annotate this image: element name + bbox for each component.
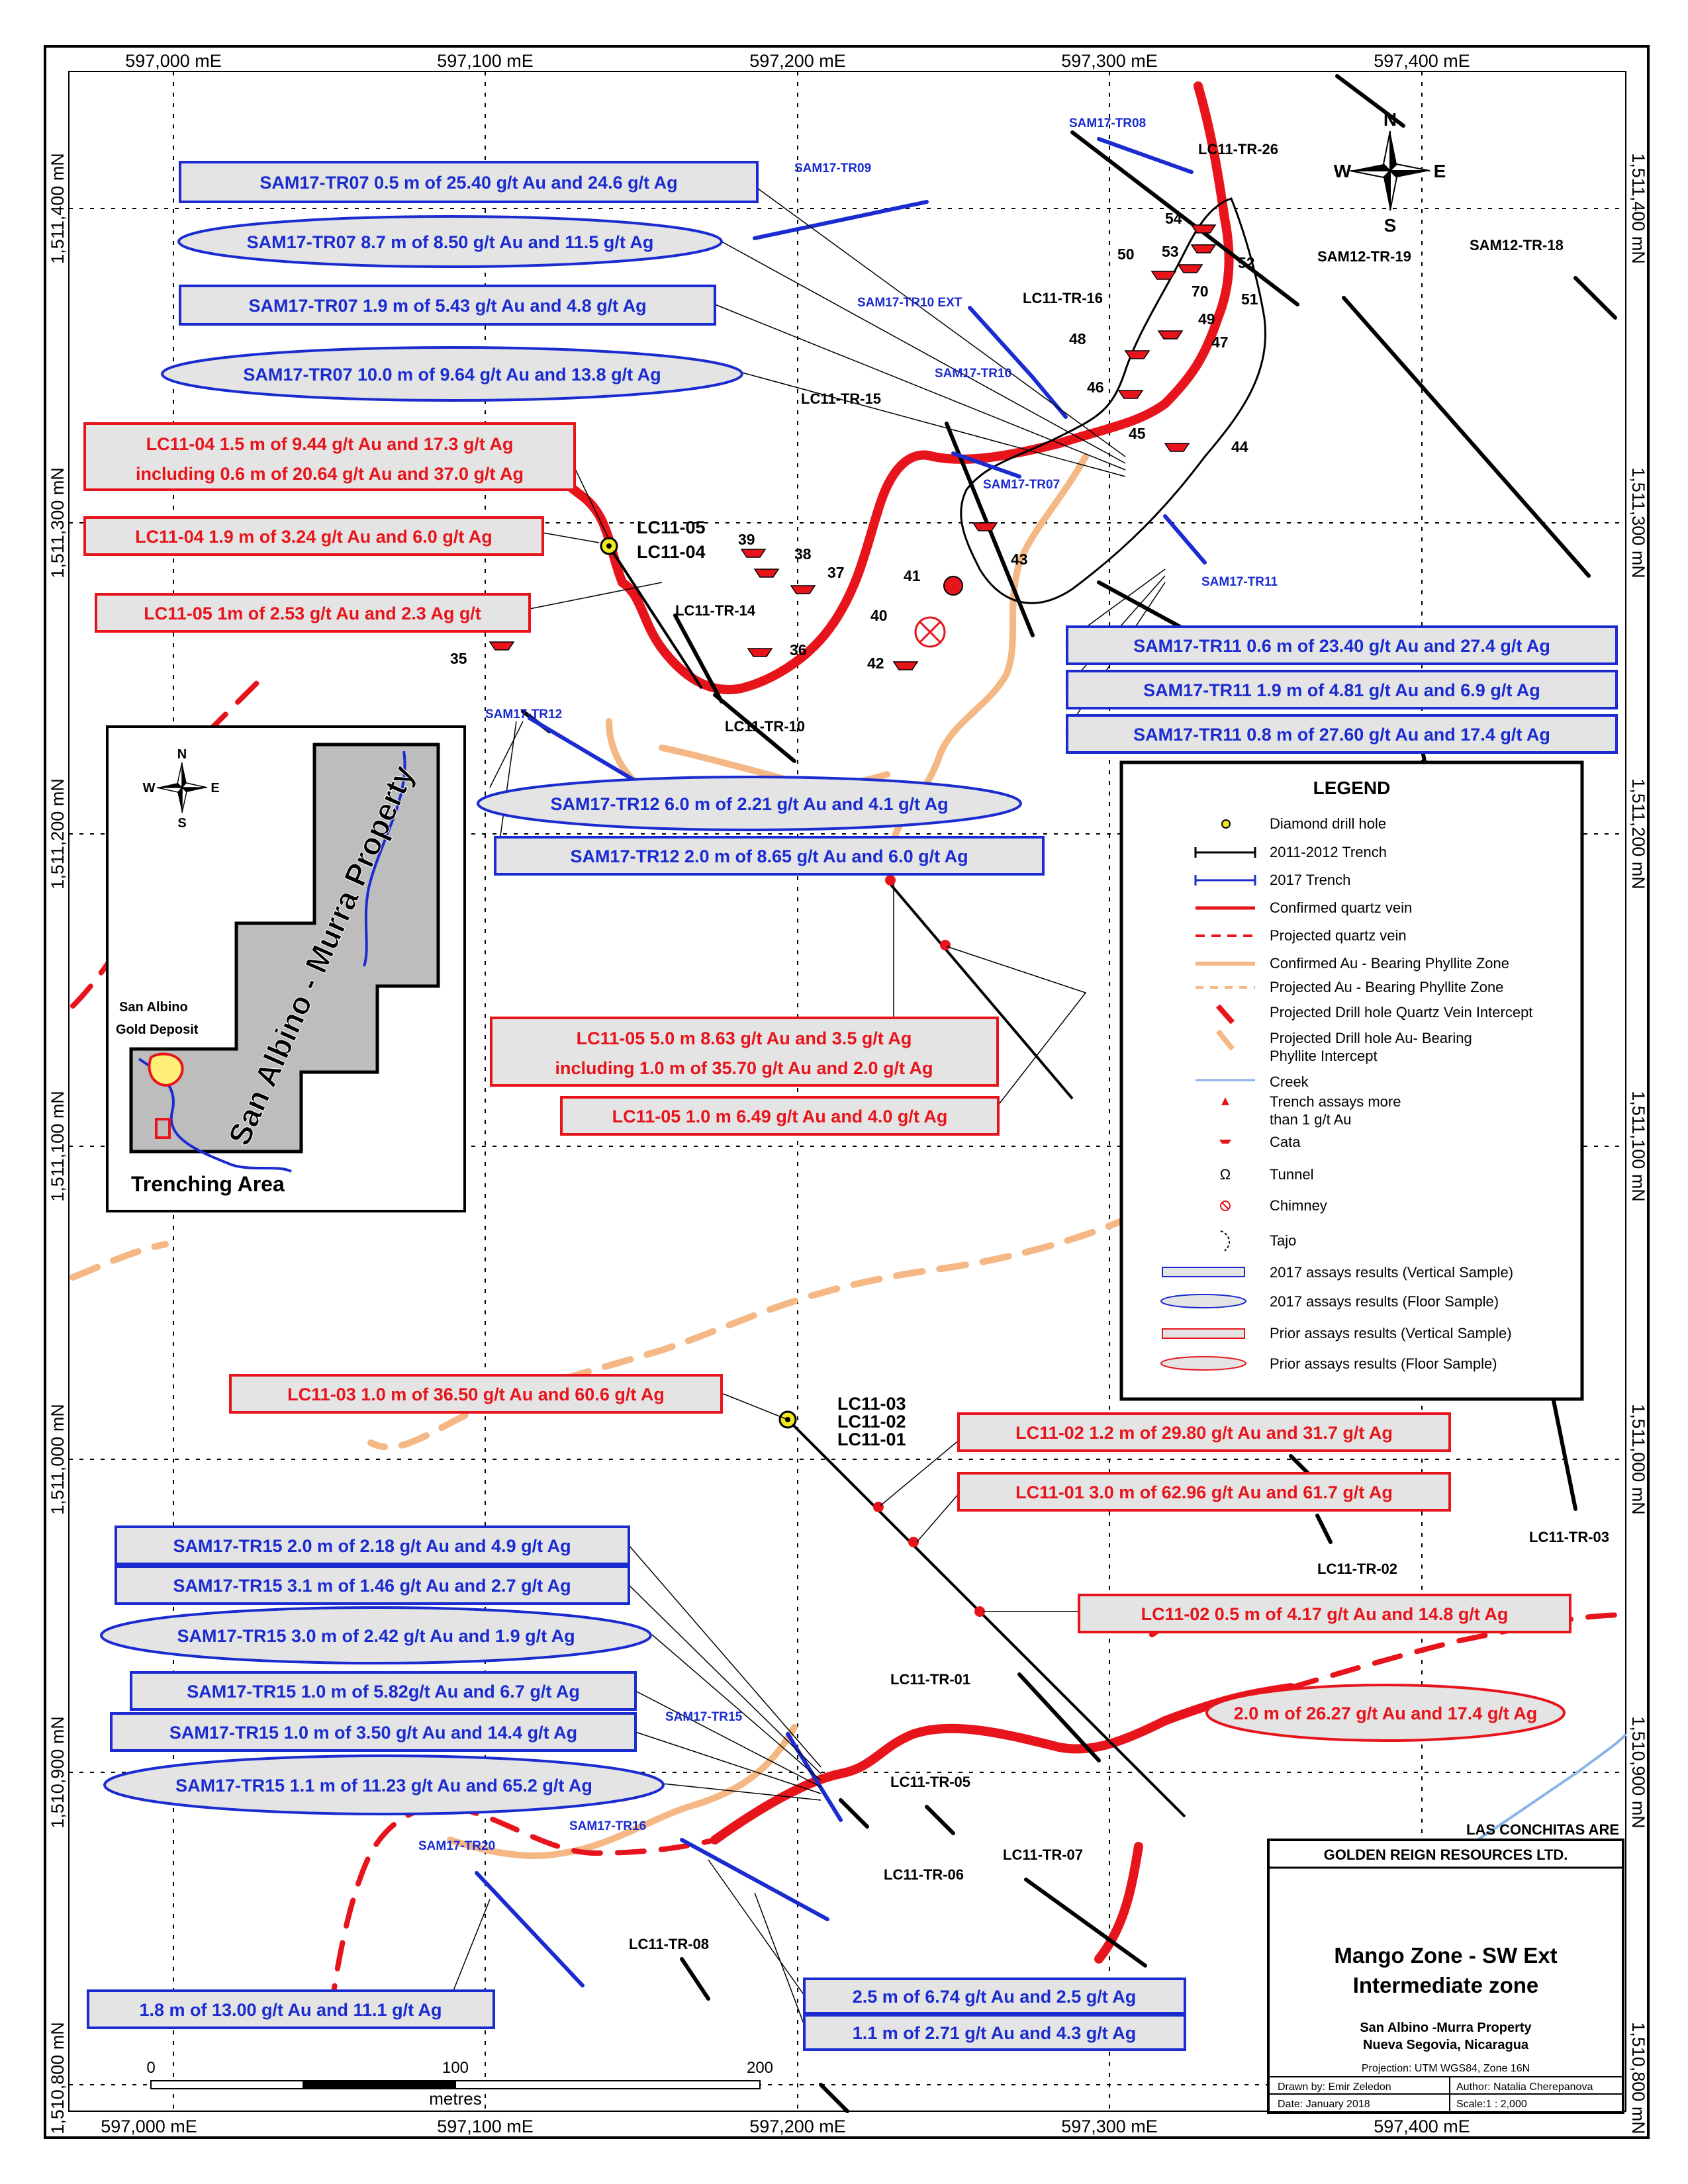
drill-hole-label: LC11-04 (637, 542, 706, 562)
svg-text:2.0 m of 26.27 g/t Au and 17.4: 2.0 m of 26.27 g/t Au and 17.4 g/t Ag (1233, 1704, 1538, 1723)
cata-label: 52 (1238, 254, 1255, 271)
easting-label: 597,400 mE (1374, 2116, 1470, 2136)
map-date: Date: January 2018 (1278, 2099, 1370, 2110)
svg-text:SAM17-TR15 1.1 m of 11.23 g/t: SAM17-TR15 1.1 m of 11.23 g/t Au and 65.2 g/t Ag (175, 1776, 592, 1796)
svg-text:S: S (177, 816, 187, 831)
assay-label (495, 837, 1043, 874)
svg-text:1.8 m of 13.00 g/t Au and 11.1: 1.8 m of 13.00 g/t Au and 11.1 g/t Ag (139, 2000, 442, 2020)
assay-label (804, 2015, 1185, 2050)
scale-tick: 0 (146, 2059, 156, 2077)
svg-text:SAM17-TR15 1.0 m of 5.82g/t Au: SAM17-TR15 1.0 m of 5.82g/t Au and 6.7 g/t Ag (187, 1682, 580, 1702)
svg-text:SAM17-TR12 2.0 m of 8.65 g/t A: SAM17-TR12 2.0 m of 8.65 g/t Au and 6.0 g/t Ag (570, 846, 968, 866)
easting-label: 597,100 mE (437, 2116, 534, 2136)
svg-text:SAM17-TR15 3.0 m of 2.42 g/t A: SAM17-TR15 3.0 m of 2.42 g/t Au and 1.9 g/t Ag (177, 1626, 575, 1646)
trench-label: LC11-TR-02 (1317, 1561, 1398, 1577)
assay-label (561, 1097, 998, 1134)
northing-label: 1,511,000 mN (1628, 1404, 1648, 1515)
assay-label (180, 162, 757, 202)
map-scale: Scale:1 : 2,000 (1456, 2099, 1527, 2110)
svg-text:W: W (142, 781, 156, 796)
label-ellipse-icon (1161, 1357, 1246, 1370)
northing-label: 1,511,200 mN (48, 778, 68, 889)
assay-label (1067, 627, 1617, 664)
svg-text:LC11-04 1.9 m of 3.24 g/t Au a: LC11-04 1.9 m of 3.24 g/t Au and 6.0 g/t Ag (135, 527, 492, 547)
legend-item: Creek (1270, 1073, 1309, 1090)
trench-label: SAM17-TR20 (418, 1839, 496, 1853)
cata-label: 49 (1198, 310, 1215, 328)
assay-label (116, 1527, 629, 1564)
scale-unit: metres (429, 2089, 482, 2109)
legend-item: 2011-2012 Trench (1270, 844, 1387, 860)
assay-label (1067, 715, 1617, 752)
cata-label: 70 (1192, 283, 1209, 300)
legend-item: Tunnel (1270, 1166, 1314, 1183)
assay-label (85, 424, 575, 490)
legend (1121, 762, 1582, 1399)
trench-label: SAM17-TR08 (1069, 116, 1147, 130)
svg-text:E: E (211, 781, 220, 796)
legend-item: 2017 assays results (Vertical Sample) (1270, 1264, 1514, 1281)
assay-label (85, 518, 543, 555)
assay-label (230, 1375, 722, 1412)
cata-label: 51 (1241, 291, 1258, 308)
svg-text:LC11-04 1.5 m of 9.44 g/t Au a: LC11-04 1.5 m of 9.44 g/t Au and 17.3 g/t Ag (146, 434, 514, 454)
cata-label: 46 (1087, 379, 1104, 396)
svg-text:LC11-05 1.0 m 6.49 g/t Au and: LC11-05 1.0 m 6.49 g/t Au and 4.0 g/t Ag (612, 1107, 948, 1126)
trench-label: LC11-TR-05 (890, 1774, 971, 1790)
trench-label: SAM17-TR07 (983, 478, 1060, 492)
svg-text:SAM17-TR07 10.0 m of 9.64 g/t: SAM17-TR07 10.0 m of 9.64 g/t Au and 13.8 g/t Ag (243, 365, 661, 385)
assay-label (959, 1473, 1450, 1510)
svg-text:SAM17-TR11 0.6 m of 23.40 g/t: SAM17-TR11 0.6 m of 23.40 g/t Au and 27.4 g/t Ag (1133, 636, 1550, 656)
northing-label: 1,510,900 mN (48, 1716, 68, 1829)
trench-label: SAM17-TR11 (1201, 575, 1278, 589)
trench-label: LC11-TR-16 (1023, 290, 1103, 306)
northing-label: 1,510,800 mN (48, 2022, 68, 2134)
assay-label (131, 1672, 635, 1709)
svg-text:SAM17-TR07 8.7 m of 8.50 g/t: SAM17-TR07 8.7 m of 8.50 g/t Au and 11.5 g/t Ag (246, 232, 654, 252)
svg-text:SAM17-TR07 0.5 m of 25.40 g/t: SAM17-TR07 0.5 m of 25.40 g/t Au and 24.6 g/t Ag (259, 173, 678, 193)
svg-text:2.5 m of 6.74 g/t Au and 2.5 g: 2.5 m of 6.74 g/t Au and 2.5 g/t Ag (852, 1987, 1137, 2007)
assay-label (116, 1567, 629, 1604)
legend-item: Projected quartz vein (1270, 927, 1407, 944)
legend-item: Tajo (1270, 1232, 1297, 1249)
assay-label (180, 286, 715, 324)
svg-text:SAM17-TR15 1.0 m of 3.50 g/t A: SAM17-TR15 1.0 m of 3.50 g/t Au and 14.4 g/t Ag (169, 1723, 578, 1743)
northing-label: 1,511,400 mN (1628, 153, 1648, 264)
drill-hole-label: LC11-03 (837, 1394, 906, 1414)
svg-text:N: N (177, 747, 187, 762)
svg-text:1.1 m of 2.71 g/t Au and 4.3 g: 1.1 m of 2.71 g/t Au and 4.3 g/t Ag (852, 2023, 1137, 2043)
easting-label: 597,000 mE (101, 2116, 197, 2136)
legend-item: Projected Au - Bearing Phyllite Zone (1270, 979, 1504, 995)
trench-label: LC11-TR-06 (884, 1866, 964, 1883)
easting-label: 597,300 mE (1061, 51, 1158, 71)
easting-label: 597,300 mE (1061, 2116, 1158, 2136)
trench-label: LC11-TR-01 (890, 1671, 971, 1688)
easting-label: 597,000 mE (125, 51, 222, 71)
cata-label: 40 (870, 607, 888, 624)
label-box-icon (1162, 1267, 1244, 1277)
projection-note: Projection: UTM WGS84, Zone 16N (1361, 2063, 1530, 2074)
northing-label: 1,510,900 mN (1628, 1716, 1648, 1829)
trench-label: SAM17-TR16 (569, 1819, 647, 1833)
scale-tick: 100 (442, 2059, 469, 2077)
svg-text:W: W (1333, 161, 1352, 181)
title-block (1268, 1840, 1623, 2113)
legend-item: Confirmed Au - Bearing Phyllite Zone (1270, 955, 1509, 972)
cata-label: 42 (867, 655, 884, 672)
svg-text:S: S (1383, 215, 1397, 236)
map-title: Mango Zone - SW Ext (1334, 1943, 1558, 1968)
drill-hole-label: LC11-02 (837, 1412, 906, 1432)
cata-label: 35 (450, 650, 467, 667)
assay-label (179, 216, 722, 267)
trench-label: LC11-TR-15 (801, 390, 882, 407)
svg-text:SAM17-TR12 6.0 m of 2.21 g/t A: SAM17-TR12 6.0 m of 2.21 g/t Au and 4.1 g/t Ag (550, 794, 949, 814)
assay-label (101, 1608, 651, 1663)
deposit-label: San Albino (119, 1000, 188, 1015)
trench-label: LC11-TR-03 (1529, 1529, 1610, 1545)
legend-item: Projected Drill hole Au- Bearing (1270, 1030, 1472, 1046)
northing-label: 1,511,300 mN (48, 467, 68, 578)
cata-label: 43 (1011, 551, 1028, 568)
legend-item: 2017 Trench (1270, 872, 1351, 888)
cata-label: 48 (1069, 330, 1086, 347)
trench-label: SAM12-TR-18 (1470, 237, 1564, 253)
label-ellipse-icon (1161, 1295, 1246, 1308)
svg-text:LC11-05 1m of 2.53 g/t Au and: LC11-05 1m of 2.53 g/t Au and 2.3 Ag g/t (144, 604, 481, 623)
svg-text:LC11-03 1.0 m of 36.50 g/t Au: LC11-03 1.0 m of 36.50 g/t Au and 60.6 g/t Ag (287, 1385, 665, 1404)
svg-text:SAM17-TR11 1.9 m of 4.81 g/t A: SAM17-TR11 1.9 m of 4.81 g/t Au and 6.9 g/t Ag (1143, 680, 1540, 700)
assay-label (1079, 1595, 1570, 1632)
svg-text:SAM17-TR15 3.1 m of 1.46 g/t A: SAM17-TR15 3.1 m of 1.46 g/t Au and 2.7 g/t Ag (173, 1576, 571, 1596)
legend-item: Prior assays results (Floor Sample) (1270, 1355, 1497, 1372)
easting-label: 597,100 mE (437, 51, 534, 71)
legend-item: Trench assays more (1270, 1093, 1401, 1110)
trench-label: SAM17-TR12 (485, 707, 563, 721)
cata-label: 41 (904, 567, 921, 584)
legend-item: Prior assays results (Vertical Sample) (1270, 1325, 1512, 1342)
legend-item: Diamond drill hole (1270, 815, 1387, 832)
cata-label: 38 (794, 545, 812, 563)
cata-label: 47 (1211, 334, 1229, 351)
location-name: Nueva Segovia, Nicaragua (1362, 2038, 1529, 2052)
trench-label: LC11-TR-10 (725, 718, 806, 735)
legend-item: than 1 g/t Au (1270, 1111, 1352, 1128)
assay-label (959, 1414, 1450, 1451)
assay-label (88, 1991, 494, 2028)
assay-label (105, 1756, 663, 1814)
trench-label: LC11-TR-26 (1198, 141, 1279, 158)
cata-label: 54 (1165, 210, 1182, 227)
legend-item: Projected Drill hole Quartz Vein Intercept (1270, 1004, 1533, 1021)
easting-label: 597,400 mE (1374, 51, 1470, 71)
trench-label: SAM17-TR09 (794, 161, 872, 175)
svg-text:LC11-01 3.0 m of 62.96 g/t Au: LC11-01 3.0 m of 62.96 g/t Au and 61.7 g/t Ag (1015, 1482, 1393, 1502)
property-name: San Albino -Murra Property (1360, 2021, 1532, 2035)
author: Author: Natalia Cherepanova (1456, 2081, 1593, 2093)
map-title: Intermediate zone (1352, 1973, 1539, 1997)
cata-label: 44 (1231, 438, 1248, 455)
svg-text:LC11-02 1.2 m of 29.80 g/t Au: LC11-02 1.2 m of 29.80 g/t Au and 31.7 g/t Ag (1015, 1423, 1393, 1443)
northing-label: 1,511,100 mN (1628, 1091, 1648, 1202)
svg-text:SAM17-TR11 0.8 m of 27.60 g/t: SAM17-TR11 0.8 m of 27.60 g/t Au and 17.4 g/t Ag (1133, 725, 1550, 745)
svg-text:SAM17-TR07 1.9 m of 5.43 g/t: SAM17-TR07 1.9 m of 5.43 g/t Au and 4.8 g/t Ag (248, 296, 647, 316)
northing-label: 1,511,100 mN (48, 1091, 68, 1202)
northing-label: 1,511,000 mN (48, 1404, 68, 1515)
assay-label (491, 1018, 998, 1085)
legend-item: 2017 assays results (Floor Sample) (1270, 1293, 1499, 1310)
svg-text:including 0.6 m of 20.64 g/t A: including 0.6 m of 20.64 g/t Au and 37.0 g/t Ag (135, 464, 524, 484)
place-label: LAS CONCHITAS ARE (1466, 1821, 1619, 1838)
drill-hole-icon (1222, 820, 1230, 828)
northing-label: 1,511,200 mN (1628, 778, 1648, 889)
location-inset (107, 727, 465, 1211)
svg-text:E: E (1433, 161, 1446, 181)
tunnel-icon (944, 576, 962, 595)
cata-label: 37 (827, 564, 845, 581)
legend-item: Confirmed quartz vein (1270, 899, 1413, 916)
drawn-by: Drawn by: Emir Zeledon (1278, 2081, 1391, 2093)
easting-label: 597,200 mE (749, 2116, 846, 2136)
property-label: San Albino - Murra Property (221, 760, 421, 1151)
assay-label (1207, 1685, 1564, 1741)
cata-label: 53 (1162, 243, 1179, 260)
assay-label (96, 594, 530, 631)
cata-label: 36 (790, 641, 807, 659)
trench-label: LC11-TR-14 (675, 602, 756, 619)
assay-label (111, 1713, 635, 1751)
trench-label: SAM17-TR10 EXT (857, 296, 962, 310)
company-name: GOLDEN REIGN RESOURCES LTD. (1323, 1846, 1568, 1863)
assay-label (478, 777, 1021, 830)
assay-label (162, 347, 742, 400)
svg-text:LC11-02 0.5 m of 4.17 g/t Au a: LC11-02 0.5 m of 4.17 g/t Au and 14.8 g/t Ag (1141, 1604, 1509, 1624)
northing-label: 1,510,800 mN (1628, 2022, 1648, 2134)
gold-deposit-outline (149, 1054, 182, 1085)
trench-label: LC11-TR-07 (1003, 1846, 1084, 1863)
drill-hole-label: LC11-01 (837, 1430, 906, 1449)
trench-label: SAM17-TR15 (665, 1710, 743, 1724)
assay-label (804, 1979, 1185, 2013)
svg-text:SAM17-TR15 2.0 m of 2.18 g/t A: SAM17-TR15 2.0 m of 2.18 g/t Au and 4.9 g/t Ag (173, 1536, 571, 1556)
assay-label (1067, 671, 1617, 708)
legend-title: LEGEND (1313, 778, 1391, 798)
northing-label: 1,511,400 mN (48, 153, 68, 264)
svg-text:LC11-05 5.0 m 8.63 g/t Au and: LC11-05 5.0 m 8.63 g/t Au and 3.5 g/t Ag (576, 1028, 912, 1048)
legend-item: Chimney (1270, 1197, 1327, 1214)
legend-item: Phyllite Intercept (1270, 1048, 1378, 1064)
svg-text:including 1.0 m of 35.70 g/t A: including 1.0 m of 35.70 g/t Au and 2.0 g/t Ag (555, 1058, 933, 1078)
cata-label: 45 (1129, 425, 1146, 442)
legend-item: Cata (1270, 1134, 1301, 1150)
easting-label: 597,200 mE (749, 51, 846, 71)
trench-label: LC11-TR-08 (629, 1936, 710, 1952)
northing-label: 1,511,300 mN (1628, 467, 1648, 578)
trench-label: SAM17-TR10 (935, 367, 1012, 381)
svg-text:N: N (1383, 109, 1397, 130)
tunnel-icon: Ω (1219, 1166, 1231, 1183)
label-box-icon (1162, 1329, 1244, 1338)
trench-label: SAM12-TR-19 (1317, 248, 1411, 265)
scale-tick: 200 (746, 2059, 774, 2077)
drill-hole-label: LC11-05 (637, 518, 706, 537)
deposit-label: Gold Deposit (116, 1023, 199, 1037)
trenching-area-label: Trenching Area (131, 1172, 285, 1196)
cata-label: 39 (738, 531, 755, 548)
cata-label: 50 (1117, 246, 1135, 263)
